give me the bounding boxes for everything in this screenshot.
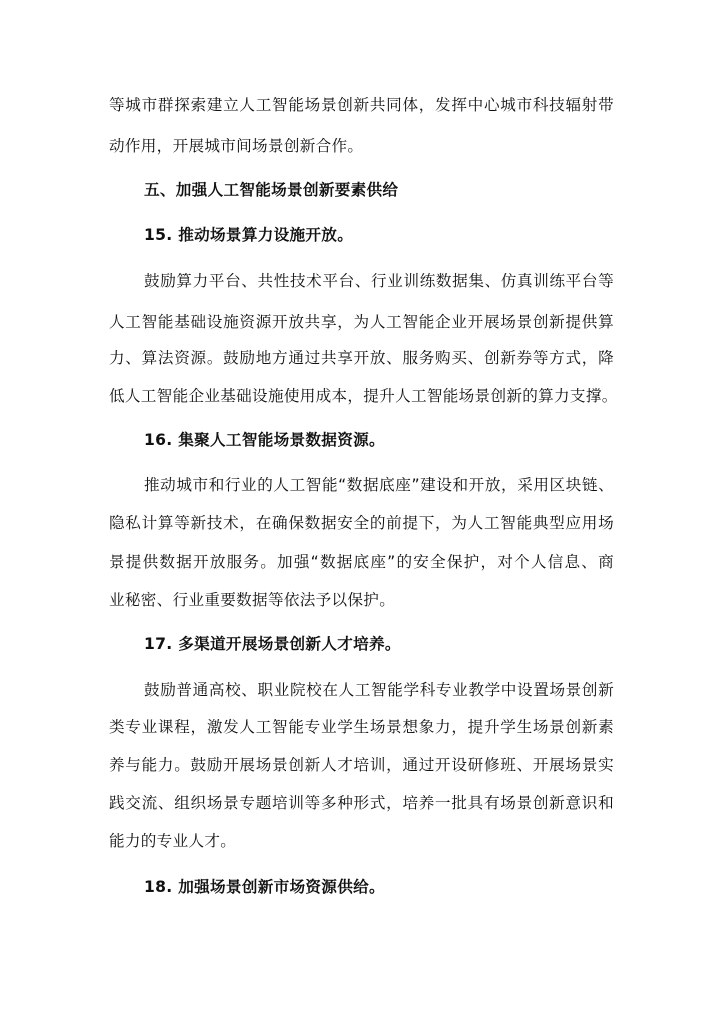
paragraph-line: 人工智能基础设施资源开放共享，为人工智能企业开展场景创新提供算 xyxy=(109,313,614,331)
paragraph-line: 隐私计算等新技术，在确保数据安全的前提下，为人工智能典型应用场 xyxy=(109,514,614,532)
section-heading: 五、加强人工智能场景创新要素供给 xyxy=(144,181,399,199)
item-heading-18: 18. 加强场景创新市场资源供给。 xyxy=(144,878,385,896)
item-heading-17: 17. 多渠道开展场景创新人才培养。 xyxy=(144,635,401,653)
paragraph-line: 动作用，开展城市间场景创新合作。 xyxy=(109,137,364,155)
paragraph-line: 推动城市和行业的人工智能“数据底座”建设和开放，采用区块链、 xyxy=(144,476,614,494)
paragraph-line: 等城市群探索建立人工智能场景创新共同体，发挥中心城市科技辐射带 xyxy=(109,96,614,114)
paragraph-line: 业秘密、行业重要数据等依法予以保护。 xyxy=(109,591,396,609)
paragraph-line: 鼓励普通高校、职业院校在人工智能学科专业教学中设置场景创新 xyxy=(144,681,614,699)
paragraph-line: 力、算法资源。鼓励地方通过共享开放、服务购买、创新券等方式，降 xyxy=(109,349,614,367)
paragraph-line: 能力的专业人才。 xyxy=(109,832,237,850)
paragraph-line: 践交流、组织场景专题培训等多种形式，培养一批具有场景创新意识和 xyxy=(109,794,614,812)
paragraph-line: 类专业课程，激发人工智能专业学生场景想象力，提升学生场景创新素 xyxy=(109,718,614,736)
paragraph-line: 景提供数据开放服务。加强“数据底座”的安全保护，对个人信息、商 xyxy=(109,553,614,571)
item-heading-15: 15. 推动场景算力设施开放。 xyxy=(144,226,354,244)
item-heading-16: 16. 集聚人工智能场景数据资源。 xyxy=(144,431,385,449)
paragraph-line: 鼓励算力平台、共性技术平台、行业训练数据集、仿真训练平台等 xyxy=(144,272,614,290)
paragraph-line: 低人工智能企业基础设施使用成本，提升人工智能场景创新的算力支撑。 xyxy=(109,387,618,405)
paragraph-line: 养与能力。鼓励开展场景创新人才培训，通过开设研修班、开展场景实 xyxy=(109,756,614,774)
